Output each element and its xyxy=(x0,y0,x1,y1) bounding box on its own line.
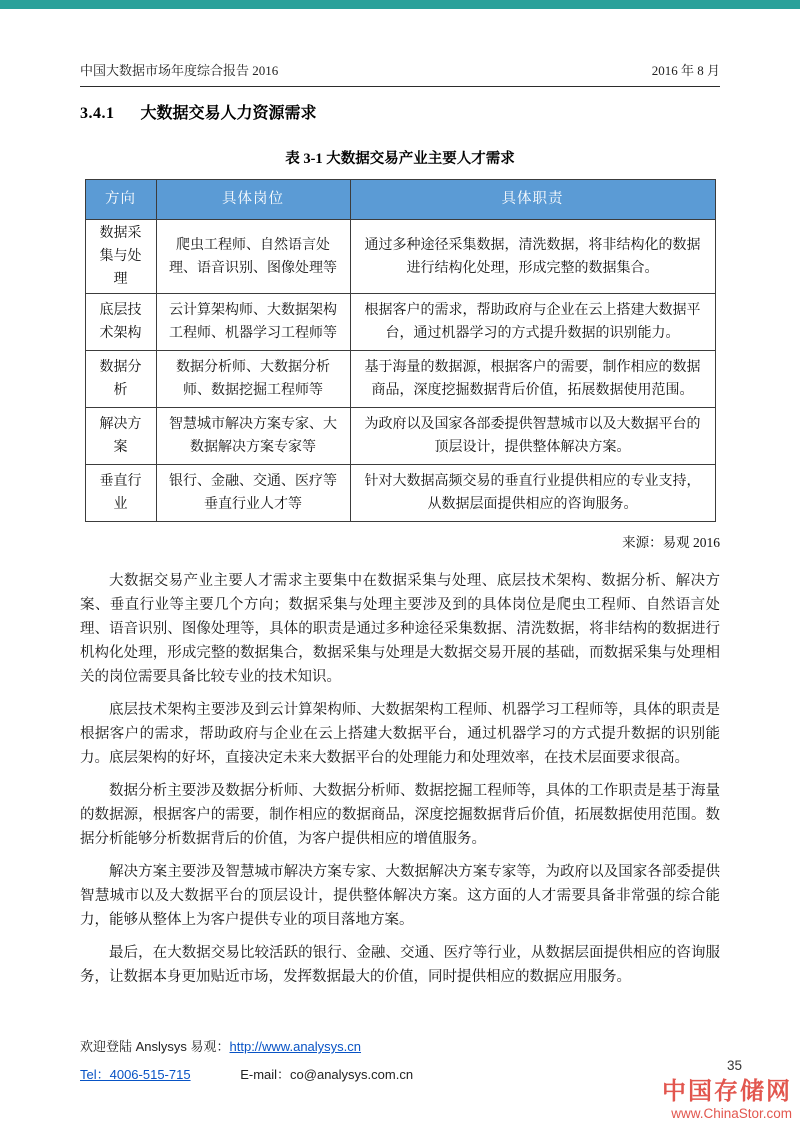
page-number: 35 xyxy=(726,1058,742,1073)
document-header xyxy=(80,0,720,87)
cell-positions: 银行、金融、交通、医疗等垂直行业人才等 xyxy=(156,465,350,522)
cell-duties: 针对大数据高频交易的垂直行业提供相应的专业支持，从数据层面提供相应的咨询服务。 xyxy=(350,465,715,522)
top-accent-bar xyxy=(0,0,800,9)
footer-contact-row xyxy=(80,1064,413,1083)
footer-site-link[interactable]: http://www.analysys.cn xyxy=(229,1039,362,1054)
table-row xyxy=(85,351,715,408)
cell-direction: 数据分析 xyxy=(85,351,156,408)
cell-direction: 解决方案 xyxy=(85,408,156,465)
table-header-row xyxy=(85,180,715,220)
table-row xyxy=(85,294,715,351)
section-title: 大数据交易人力资源需求 xyxy=(140,105,317,122)
talent-demand-table xyxy=(85,179,716,522)
cell-duties: 根据客户的需求，帮助政府与企业在云上搭建大数据平台，通过机器学习的方式提升数据的识别能力。 xyxy=(350,294,715,351)
table-row xyxy=(85,220,715,294)
cell-duties: 基于海量的数据源，根据客户的需要，制作相应的数据商品，深度挖掘数据背后价值，拓展数据使用范围。 xyxy=(350,351,715,408)
column-header-positions: 具体岗位 xyxy=(156,180,350,220)
column-header-direction: 方向 xyxy=(85,180,156,220)
cell-direction: 数据采集与处理 xyxy=(85,220,156,294)
cell-positions: 云计算架构师、大数据架构工程师、机器学习工程师等 xyxy=(156,294,350,351)
table-row xyxy=(85,408,715,465)
cell-duties: 通过多种途径采集数据，清洗数据，将非结构化的数据进行结构化处理，形成完整的数据集合。 xyxy=(350,220,715,294)
watermark-title: 中国存储网 xyxy=(662,1078,792,1105)
paragraph-1: 大数据交易产业主要人才需求主要集中在数据采集与处理、底层技术架构、数据分析、解决方案、垂直行业等主要几个方向；数据采集与处理主要涉及到的具体岗位是爬虫工程师、自然语言处理、语音识别、图像处理等，具体的职责是通过多种途径采集数据、清洗数据，将非结构的数据进行机构化处理，形成完整的数据集合，数据采集与处理是大数据交易开展的基础，而数据采集与处理相关的岗位需要具备比较专业的技术知识。 xyxy=(80,573,720,685)
body-text xyxy=(80,569,720,989)
paragraph-2: 底层技术架构主要涉及到云计算架构师、大数据架构工程师、机器学习工程师等，具体的职责是根据客户的需求，帮助政府与企业在云上搭建大数据平台，通过机器学习的方式提升数据的识别能力。底层架构的好坏，直接决定未来大数据平台的处理能力和处理效率，在技术层面要求很高。 xyxy=(80,702,720,766)
footer-welcome-row xyxy=(80,1036,413,1055)
table-source: 来源：易观 2016 xyxy=(622,535,720,550)
cell-duties: 为政府以及国家各部委提供智慧城市以及大数据平台的顶层设计，提供整体解决方案。 xyxy=(350,408,715,465)
table-caption: 表 3-1 大数据交易产业主要人才需求 xyxy=(285,151,515,167)
paragraph-4: 解决方案主要涉及智慧城市解决方案专家、大数据解决方案专家等，为政府以及国家各部委提供智慧城市以及大数据平台的顶层设计，提供整体解决方案。这方面的人才需要具备非常强的综合能力，能够从整体上为客户提供专业的项目落地方案。 xyxy=(80,864,720,928)
cell-positions: 数据分析师、大数据分析师、数据挖掘工程师等 xyxy=(156,351,350,408)
cell-positions: 智慧城市解决方案专家、大数据解决方案专家等 xyxy=(156,408,350,465)
watermark xyxy=(662,1079,792,1121)
header-report-title: 中国大数据市场年度综合报告 2016 xyxy=(80,63,279,78)
cell-direction: 底层技术架构 xyxy=(85,294,156,351)
page-footer xyxy=(80,1036,413,1083)
watermark-url: www.ChinaStor.com xyxy=(671,1106,792,1121)
section-number: 3.4.1 xyxy=(80,105,115,122)
cell-positions: 爬虫工程师、自然语言处理、语音识别、图像处理等 xyxy=(156,220,350,294)
table-row xyxy=(85,465,715,522)
footer-tel-link[interactable]: Tel：4006-515-715 xyxy=(80,1067,191,1082)
paragraph-3: 数据分析主要涉及数据分析师、大数据分析师、数据挖掘工程师等，具体的工作职责是基于海量的数据源，根据客户的需要，制作相应的数据商品，深度挖掘数据背后价值，拓展数据使用范围。数据分析能够分析数据背后的价值，为客户提供相应的增值服务。 xyxy=(80,783,720,847)
cell-direction: 垂直行业 xyxy=(85,465,156,522)
footer-welcome-text: 欢迎登陆 Anslysys 易观： xyxy=(80,1039,230,1054)
header-date: 2016 年 8 月 xyxy=(651,63,720,78)
paragraph-5: 最后，在大数据交易比较活跃的银行、金融、交通、医疗等行业，从数据层面提供相应的咨询服务，让数据本身更加贴近市场，发挥数据最大的价值，同时提供相应的数据应用服务。 xyxy=(80,945,720,985)
column-header-duties: 具体职责 xyxy=(350,180,715,220)
footer-email: E-mail：co@analysys.com.cn xyxy=(240,1067,414,1082)
section-heading xyxy=(80,100,720,123)
